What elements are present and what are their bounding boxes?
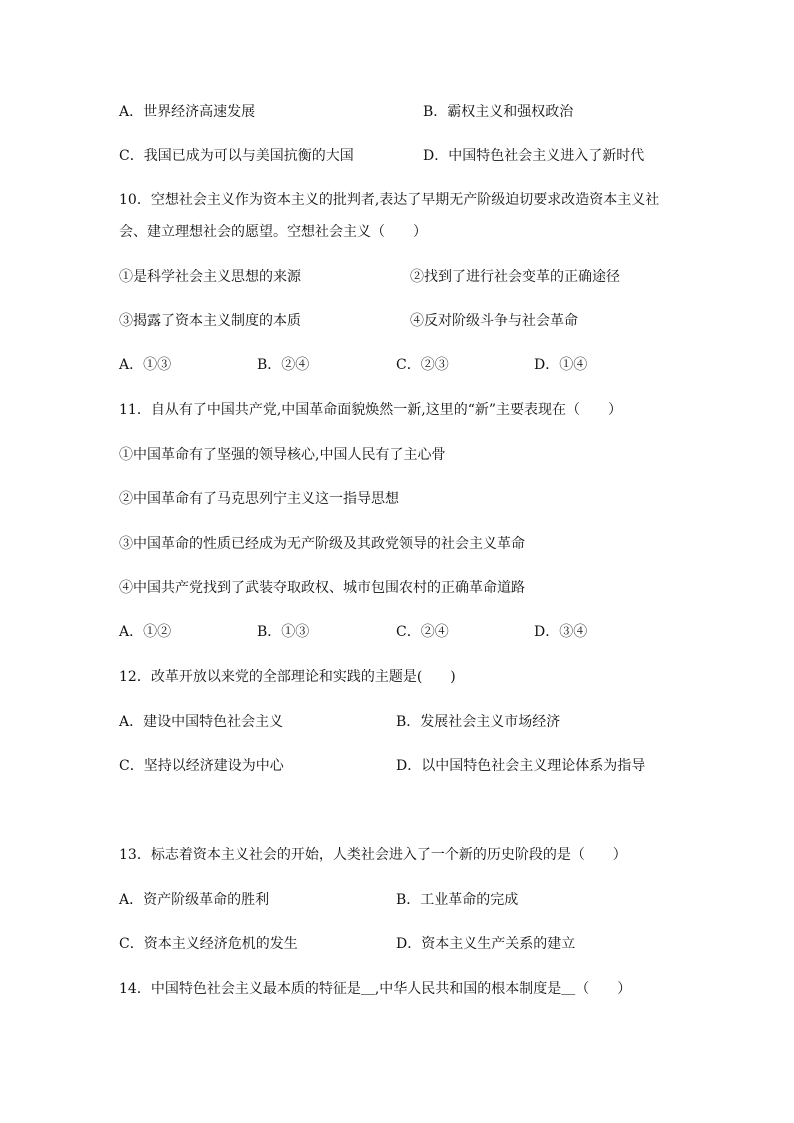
q10-statement-2: ②找到了进行社会变革的正确途径 <box>410 269 620 285</box>
q9-option-d: D．中国特色社会主义进入了新时代 <box>423 148 645 164</box>
q11-statement-2: ②中国革命有了马克思列宁主义这一指导思想 <box>119 491 399 507</box>
q11-option-a: A．①② <box>119 624 172 640</box>
q9-option-a: A．世界经济高速发展 <box>119 104 256 120</box>
q11-option-b: B．①③ <box>257 624 310 640</box>
q10-statement-3: ③揭露了资本主义制度的本质 <box>119 313 301 329</box>
q11-statement-4: ④中国共产党找到了武装夺取政权、城市包围农村的正确革命道路 <box>119 580 525 596</box>
q10-option-b: B．②④ <box>257 357 310 373</box>
q11-statement-1: ①中国革命有了坚强的领导核心,中国人民有了主心骨 <box>119 447 446 463</box>
q10-option-c: C．②③ <box>396 357 449 373</box>
q13-option-a: A．资产阶级革命的胜利 <box>119 892 270 908</box>
q9-option-b: B．霸权主义和强权政治 <box>423 104 574 120</box>
q10-statement-4: ④反对阶级斗争与社会革命 <box>410 313 578 329</box>
q11-statement-3: ③中国革命的性质已经成为无产阶级及其政党领导的社会主义革命 <box>119 536 525 552</box>
q13-option-c: C．资本主义经济危机的发生 <box>119 936 298 952</box>
q13-option-b: B．工业革命的完成 <box>396 892 519 908</box>
q9-option-c: C．我国已成为可以与美国抗衡的大国 <box>119 148 354 164</box>
q10-option-d: D．①④ <box>534 357 588 373</box>
q10-statement-1: ①是科学社会主义思想的来源 <box>119 269 301 285</box>
q14-stem: 14．中国特色社会主义最本质的特征是＿,中华人民共和国的根本制度是＿（ ） <box>119 981 632 997</box>
q10-stem-line1: 10．空想社会主义作为资本主义的批判者,表达了早期无产阶级迫切要求改造资本主义社 <box>119 192 660 208</box>
q11-stem: 11．自从有了中国共产党,中国革命面貌焕然一新,这里的“新”主要表现在（ ） <box>119 402 623 418</box>
q12-option-b: B．发展社会主义市场经济 <box>396 714 561 730</box>
q13-option-d: D．资本主义生产关系的建立 <box>396 936 576 952</box>
q12-option-d: D．以中国特色社会主义理论体系为指导 <box>396 758 646 774</box>
q11-option-d: D．③④ <box>534 624 588 640</box>
q10-stem-line2: 会、建立理想社会的愿望。空想社会主义（ ） <box>119 224 427 240</box>
q10-option-a: A．①③ <box>119 357 172 373</box>
q12-stem: 12．改革开放以来党的全部理论和实践的主题是( ) <box>119 669 456 685</box>
q12-option-a: A．建设中国特色社会主义 <box>119 714 284 730</box>
q13-stem: 13．标志着资本主义社会的开始，人类社会进入了一个新的历史阶段的是（ ） <box>119 847 627 863</box>
q11-option-c: C．②④ <box>396 624 449 640</box>
q12-option-c: C．坚持以经济建设为中心 <box>119 758 284 774</box>
